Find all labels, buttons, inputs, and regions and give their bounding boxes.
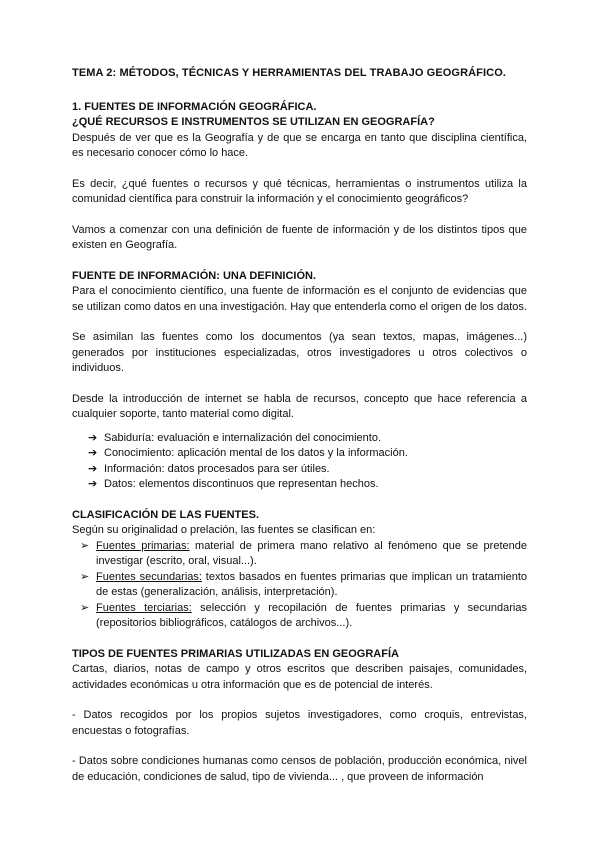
list-item: ➔ Información: datos procesados para ser útiles. [88, 462, 527, 478]
arrow-bullet-icon: ➔ [88, 462, 98, 475]
section1-subheading: ¿QUÉ RECURSOS E INSTRUMENTOS SE UTILIZAN EN GEOGRAFÍA? [72, 116, 435, 128]
section2-paragraph: Se asimilan las fuentes como los documentos (ya sean textos, mapas, imágenes...) generados por instituciones especializadas, otros investigadores u otros colectivos o individuos. [72, 331, 527, 374]
section4-paragraph: - Datos sobre condiciones humanas como censos de población, producción económica, nivel de educación, condiciones de salud, tipo de vivienda... , que proveen de información [72, 755, 527, 783]
section1-paragraph: Después de ver que es la Geografía y de que se encarga en tanto que disciplina científica, es necesario conocer cómo lo hace. [72, 131, 527, 159]
triangle-bullet-icon: ➢ [80, 539, 90, 552]
term: Fuentes terciarias: [96, 601, 192, 614]
list-item: ➔ Sabiduría: evaluación e internalización del conocimiento. [88, 431, 527, 447]
section3-heading: CLASIFICACIÓN DE LAS FUENTES. [72, 508, 260, 521]
section1-paragraph: Es decir, ¿qué fuentes o recursos y qué técnicas, herramientas o instrumentos utiliza la comunidad científica para construir la información y el conocimiento geográficos? [72, 177, 527, 205]
term: Fuentes primarias: [96, 539, 190, 552]
arrow-bullet-icon: ➔ [88, 431, 98, 444]
section3-intro: Según su originalidad o prelación, las fuentes se clasifican en: [72, 524, 376, 536]
list-item: ➔ Conocimiento: aplicación mental de los datos y la información. [88, 446, 527, 462]
section2-paragraph: Para el conocimiento científico, una fuente de información es el conjunto de evidencias que se utilizan como datos en una investigación. Hay que entenderla como el origen de los datos. [72, 285, 527, 313]
triangle-bullet-icon: ➢ [80, 570, 90, 583]
list-item: ➔ Datos: elementos discontinuos que representan hechos. [88, 477, 527, 493]
classification-list [72, 539, 527, 632]
list-item: ➢ Fuentes secundarias: textos basados en fuentes primarias que implican un tratamiento de estas (generalización, análisis, interpretación). [80, 570, 528, 598]
section4-paragraph: Cartas, diarios, notas de campo y otros escritos que describen paisajes, comunidades, actividades económicas u otra información que es de potencial de interés. [72, 663, 527, 691]
section1-paragraph: Vamos a comenzar con una definición de fuente de información y de los distintos tipos que existen en Geografía. [72, 223, 527, 251]
section1-heading: 1. FUENTES DE INFORMACIÓN GEOGRÁFICA. [72, 100, 317, 113]
document-title: TEMA 2: MÉTODOS, TÉCNICAS Y HERRAMIENTAS DEL TRABAJO GEOGRÁFICO. [72, 67, 507, 79]
term: Fuentes secundarias: [96, 570, 202, 583]
section4-paragraph: - Datos recogidos por los propios sujetos investigadores, como croquis, entrevistas, encuestas o fotografías. [72, 709, 527, 737]
document-content [72, 66, 527, 785]
arrow-bullet-icon: ➔ [88, 447, 98, 459]
section2-paragraph: Desde la introducción de internet se habla de recursos, concepto que hace referencia a cualquier soporte, tanto material como digital. [72, 392, 527, 420]
section2-heading: FUENTE DE INFORMACIÓN: UNA DEFINICIÓN. [72, 269, 317, 282]
knowledge-list [72, 431, 527, 493]
list-item: ➢ Fuentes primarias: material de primera mano relativo al fenómeno que se pretende investigar (escrito, oral, visual...). [80, 539, 527, 567]
list-item: ➢ Fuentes terciarias: selección y recopilación de fuentes primarias y secundarias (repositorios bibliográficos, catálogos de archivos...). [80, 601, 527, 629]
arrow-bullet-icon: ➔ [88, 478, 98, 490]
triangle-bullet-icon: ➢ [80, 601, 90, 614]
section4-heading: TIPOS DE FUENTES PRIMARIAS UTILIZADAS EN GEOGRAFÍA [72, 647, 399, 660]
